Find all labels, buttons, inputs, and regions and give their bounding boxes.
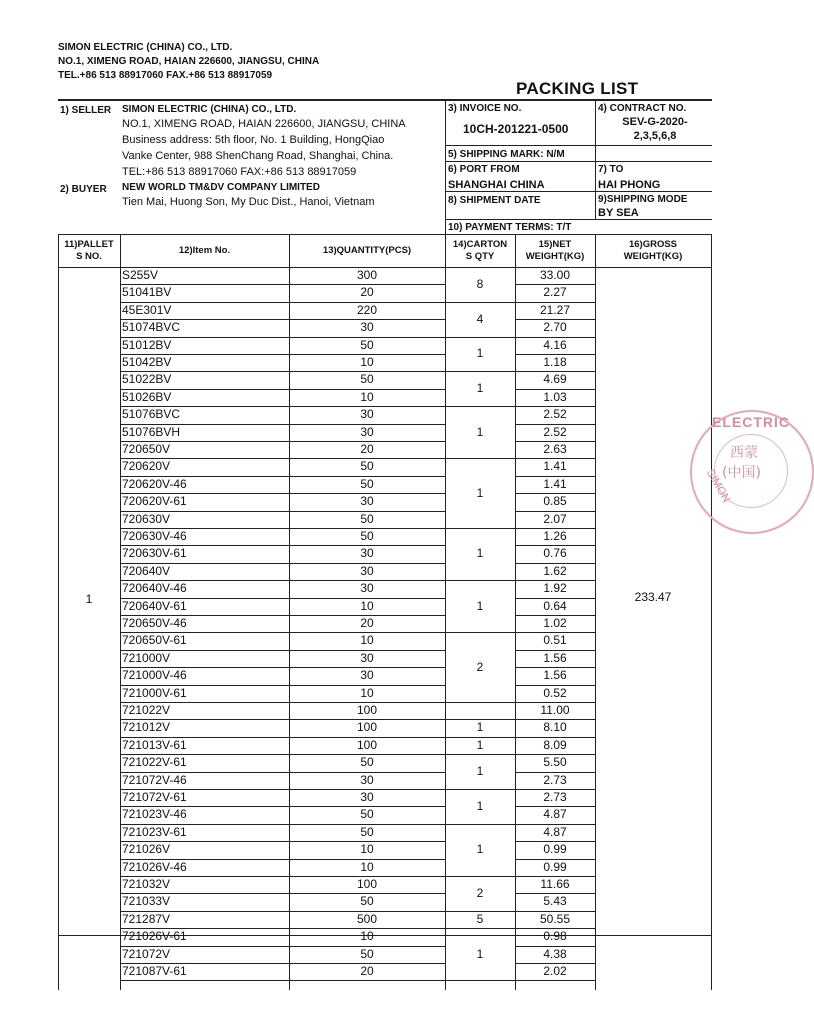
header-cartons: 14)CARTON S QTY	[452, 239, 508, 262]
quantity-value: 10	[360, 859, 374, 874]
net-weight-value: 5.43	[543, 894, 567, 909]
seller-line-1: NO.1, XIMENG ROAD, HAIAN 226600, JIANGSU, CHINA	[122, 118, 406, 130]
quantity-value: 10	[360, 633, 374, 648]
item-number: 51076BVH	[122, 424, 181, 439]
quantity-value: 30	[360, 668, 374, 683]
item-number: 720620V-61	[122, 494, 187, 509]
net-weight-value: 1.56	[543, 650, 567, 665]
net-weight-value: 4.87	[543, 824, 567, 839]
net-weight-value: 2.70	[543, 320, 567, 335]
quantity-value: 10	[360, 389, 374, 404]
buyer-address: Tien Mai, Huong Son, My Duc Dist., Hanoi, Vietnam	[122, 196, 375, 208]
item-number: 721023V-61	[122, 824, 187, 839]
to-value: HAI PHONG	[598, 179, 661, 191]
quantity-value: 10	[360, 598, 374, 613]
net-weight-value: 1.41	[543, 476, 567, 491]
row-line	[515, 980, 595, 981]
quantity-value: 10	[360, 929, 374, 944]
carton-line	[445, 337, 515, 338]
carton-line	[445, 789, 515, 790]
net-weight-value: 4.69	[543, 372, 567, 387]
header-net-weight: 15)NET WEIGHT(KG)	[525, 239, 585, 262]
carton-qty: 8	[476, 276, 484, 291]
header-pallet: 11)PALLET S NO.	[64, 239, 114, 262]
quantity-value: 10	[360, 685, 374, 700]
carton-line	[445, 580, 515, 581]
quantity-value: 20	[360, 964, 374, 978]
item-number: 51076BVC	[122, 407, 181, 422]
quantity-value: 50	[360, 459, 374, 474]
contract-label: 4) CONTRACT NO.	[598, 103, 687, 114]
to-label: 7) TO	[598, 164, 624, 175]
carton-qty: 1	[476, 737, 484, 752]
quantity-value: 20	[360, 442, 374, 456]
net-weight-value: 1.02	[543, 616, 567, 630]
carton-line	[445, 876, 515, 877]
carton-line	[445, 406, 515, 407]
header-quantity: 13)QUANTITY(PCS)	[322, 245, 412, 256]
item-number: 51022BV	[122, 372, 172, 387]
document-title: PACKING LIST	[516, 79, 639, 98]
seller-line-3: Vanke Center, 988 ShenChang Road, Shanghai, China.	[122, 150, 394, 162]
net-weight-value: 0.64	[543, 598, 567, 613]
quantity-value: 50	[360, 807, 374, 822]
item-number: 721022V	[122, 703, 171, 717]
carton-qty: 1	[476, 346, 484, 361]
quantity-value: 100	[356, 703, 378, 717]
carton-qty: 1	[476, 381, 484, 396]
net-weight-value: 0.51	[543, 633, 567, 648]
net-weight-value: 1.18	[543, 355, 567, 369]
quantity-value: 50	[360, 946, 374, 961]
carton-qty: 4	[476, 311, 484, 326]
carton-line	[445, 458, 515, 459]
carton-qty: 1	[476, 946, 484, 961]
net-weight-value: 4.38	[543, 946, 567, 961]
payment-terms: 10) PAYMENT TERMS: T/T	[448, 222, 572, 233]
company-contact: TEL.+86 513 88917060 FAX.+86 513 88917059	[58, 70, 273, 81]
item-number: 721022V-61	[122, 755, 187, 770]
net-weight-value: 0.99	[543, 859, 567, 874]
carton-qty: 1	[476, 546, 484, 561]
net-weight-value: 1.03	[543, 389, 567, 404]
shipping-mark: 5) SHIPPING MARK: N/M	[448, 149, 565, 160]
quantity-value: 300	[356, 268, 378, 282]
item-number: 720630V-61	[122, 546, 187, 561]
carton-qty: 1	[476, 763, 484, 778]
carton-line	[445, 754, 515, 755]
item-number: 721000V-46	[122, 668, 187, 683]
quantity-value: 20	[360, 616, 374, 630]
packing-table	[58, 235, 712, 990]
shipping-mode-value: BY SEA	[598, 207, 639, 219]
quantity-value: 500	[356, 911, 378, 926]
item-number: 720620V-46	[122, 476, 187, 491]
net-weight-value: 1.41	[543, 459, 567, 474]
quantity-value: 50	[360, 755, 374, 770]
item-number: 721287V	[122, 911, 171, 926]
item-number: 721023V-46	[122, 807, 187, 822]
net-weight-value: 50.55	[539, 911, 571, 926]
quantity-value: 30	[360, 424, 374, 439]
item-number: 720640V-46	[122, 581, 187, 596]
invoice-label: 3) INVOICE NO.	[448, 103, 522, 114]
net-weight-value: 2.73	[543, 790, 567, 804]
net-weight-value: 8.09	[543, 737, 567, 752]
quantity-value: 10	[360, 355, 374, 369]
item-number: 721000V	[122, 650, 171, 665]
port-from-label: 6) PORT FROM	[448, 164, 520, 175]
carton-qty: 5	[476, 911, 484, 926]
pallet-number: 1	[85, 592, 93, 606]
carton-line	[445, 371, 515, 372]
carton-line	[445, 302, 515, 303]
quantity-value: 50	[360, 511, 374, 526]
item-number: 721072V	[122, 946, 171, 961]
quantity-value: 10	[360, 842, 374, 857]
carton-line	[445, 928, 515, 929]
net-weight-value: 1.92	[543, 581, 567, 596]
item-number: 51012BV	[122, 337, 172, 352]
carton-qty: 1	[476, 842, 484, 857]
invoice-value: 10CH-201221-0500	[463, 122, 569, 136]
contract-value-line-1: SEV-G-2020-	[622, 116, 688, 128]
quantity-value: 50	[360, 337, 374, 352]
net-weight-value: 1.56	[543, 668, 567, 683]
buyer-label: 2) BUYER	[60, 184, 107, 195]
seller-label: 1) SELLER	[60, 105, 112, 116]
item-number: 720650V	[122, 442, 171, 456]
company-name: SIMON ELECTRIC (CHINA) CO., LTD.	[58, 42, 233, 53]
carton-line	[445, 980, 515, 981]
net-weight-value: 2.73	[543, 772, 567, 787]
item-number: 721013V-61	[122, 737, 187, 752]
net-weight-value: 11.00	[540, 703, 570, 717]
quantity-value: 30	[360, 563, 374, 578]
carton-line	[445, 632, 515, 633]
carton-qty: 2	[476, 885, 484, 900]
item-number: 721026V	[122, 842, 171, 857]
net-weight-value: 21.27	[539, 302, 571, 317]
item-number: 720640V-61	[122, 598, 187, 613]
net-weight-value: 1.62	[543, 563, 567, 578]
seller-line-2: Business address: 5th floor, No. 1 Building, HongQiao	[122, 134, 385, 146]
quantity-value: 30	[360, 546, 374, 561]
shipping-mode-label: 9)SHIPPING MODE	[598, 194, 688, 205]
carton-qty: 1	[476, 424, 484, 439]
net-weight-value: 1.26	[543, 529, 567, 543]
contract-value-line-2: 2,3,5,6,8	[633, 130, 677, 142]
item-number: 51042BV	[122, 355, 172, 369]
quantity-value: 30	[360, 650, 374, 665]
quantity-value: 30	[360, 407, 374, 422]
item-number: 721033V	[122, 894, 171, 909]
header-item: 12)Item No.	[178, 245, 231, 256]
net-weight-value: 2.63	[543, 442, 567, 456]
header-gross-weight: 16)GROSS WEIGHT(KG)	[623, 239, 683, 262]
quantity-value: 50	[360, 894, 374, 909]
item-number: 721000V-61	[122, 685, 187, 700]
item-number: 721026V-61	[122, 929, 187, 944]
carton-qty: 1	[476, 798, 484, 813]
quantity-value: 100	[356, 720, 378, 735]
item-number: 720650V-46	[122, 616, 187, 630]
item-number: 721032V	[122, 877, 171, 891]
item-number: 51026BV	[122, 389, 172, 404]
net-weight-value: 2.52	[543, 407, 567, 422]
carton-line	[445, 528, 515, 529]
net-weight-value: 0.76	[543, 546, 567, 561]
net-weight-value: 4.16	[543, 337, 567, 352]
quantity-value: 30	[360, 790, 374, 804]
net-weight-value: 0.85	[543, 494, 567, 509]
carton-qty: 1	[476, 598, 484, 613]
carton-qty: 1	[476, 485, 484, 500]
item-number: 721012V	[122, 720, 171, 735]
company-stamp: ELECTRIC SIMON 西蒙 (中国)	[690, 410, 814, 534]
quantity-value: 220	[356, 302, 378, 317]
quantity-value: 50	[360, 824, 374, 839]
net-weight-value: 0.52	[543, 685, 567, 700]
quantity-value: 30	[360, 581, 374, 596]
quantity-value: 50	[360, 372, 374, 387]
item-number: 720640V	[122, 563, 171, 578]
carton-line	[445, 824, 515, 825]
shipment-date-label: 8) SHIPMENT DATE	[448, 195, 541, 206]
quantity-value: 100	[356, 877, 378, 891]
net-weight-value: 8.10	[543, 720, 567, 735]
net-weight-value: 0.98	[543, 929, 567, 944]
net-weight-value: 2.02	[543, 964, 567, 978]
item-number: 51074BVC	[122, 320, 181, 335]
quantity-value: 30	[360, 320, 374, 335]
net-weight-value: 2.52	[543, 424, 567, 439]
net-weight-value: 11.66	[540, 877, 570, 891]
item-number: 720630V	[122, 511, 171, 526]
net-weight-value: 0.99	[543, 842, 567, 857]
seller-line-4: TEL:+86 513 88917060 FAX:+86 513 88917059	[122, 166, 357, 178]
item-number: 721087V-61	[122, 964, 187, 978]
info-section	[58, 99, 712, 235]
item-number: 51041BV	[122, 285, 172, 300]
quantity-value: 100	[356, 737, 378, 752]
item-number: 721072V-61	[122, 790, 187, 804]
row-line	[120, 980, 289, 981]
company-address: NO.1, XIMENG ROAD, HAIAN 226600, JIANGSU, CHINA	[58, 56, 320, 67]
carton-qty: 2	[476, 659, 484, 674]
net-weight-value: 4.87	[543, 807, 567, 822]
quantity-value: 50	[360, 529, 374, 543]
quantity-value: 20	[360, 285, 374, 300]
item-number: S255V	[122, 268, 159, 282]
item-number: 720620V	[122, 459, 171, 474]
quantity-value: 30	[360, 772, 374, 787]
item-number: 721026V-46	[122, 859, 187, 874]
carton-qty	[445, 702, 515, 719]
quantity-value: 50	[360, 476, 374, 491]
seller-name: SIMON ELECTRIC (CHINA) CO., LTD.	[122, 104, 297, 115]
net-weight-value: 5.50	[543, 755, 567, 770]
quantity-value: 30	[360, 494, 374, 509]
item-number: 720650V-61	[122, 633, 187, 648]
net-weight-value: 2.27	[543, 285, 567, 300]
item-number: 720630V-46	[122, 529, 187, 543]
item-number: 45E301V	[122, 302, 172, 317]
item-number: 721072V-46	[122, 772, 187, 787]
net-weight-value: 33.00	[539, 268, 571, 282]
carton-qty: 1	[476, 720, 484, 735]
net-weight-value: 2.07	[543, 511, 567, 526]
buyer-name: NEW WORLD TM&DV COMPANY LIMITED	[122, 182, 320, 193]
row-line	[289, 980, 445, 981]
gross-weight-value: 233.47	[634, 590, 672, 604]
port-from-value: SHANGHAI CHINA	[448, 179, 545, 191]
